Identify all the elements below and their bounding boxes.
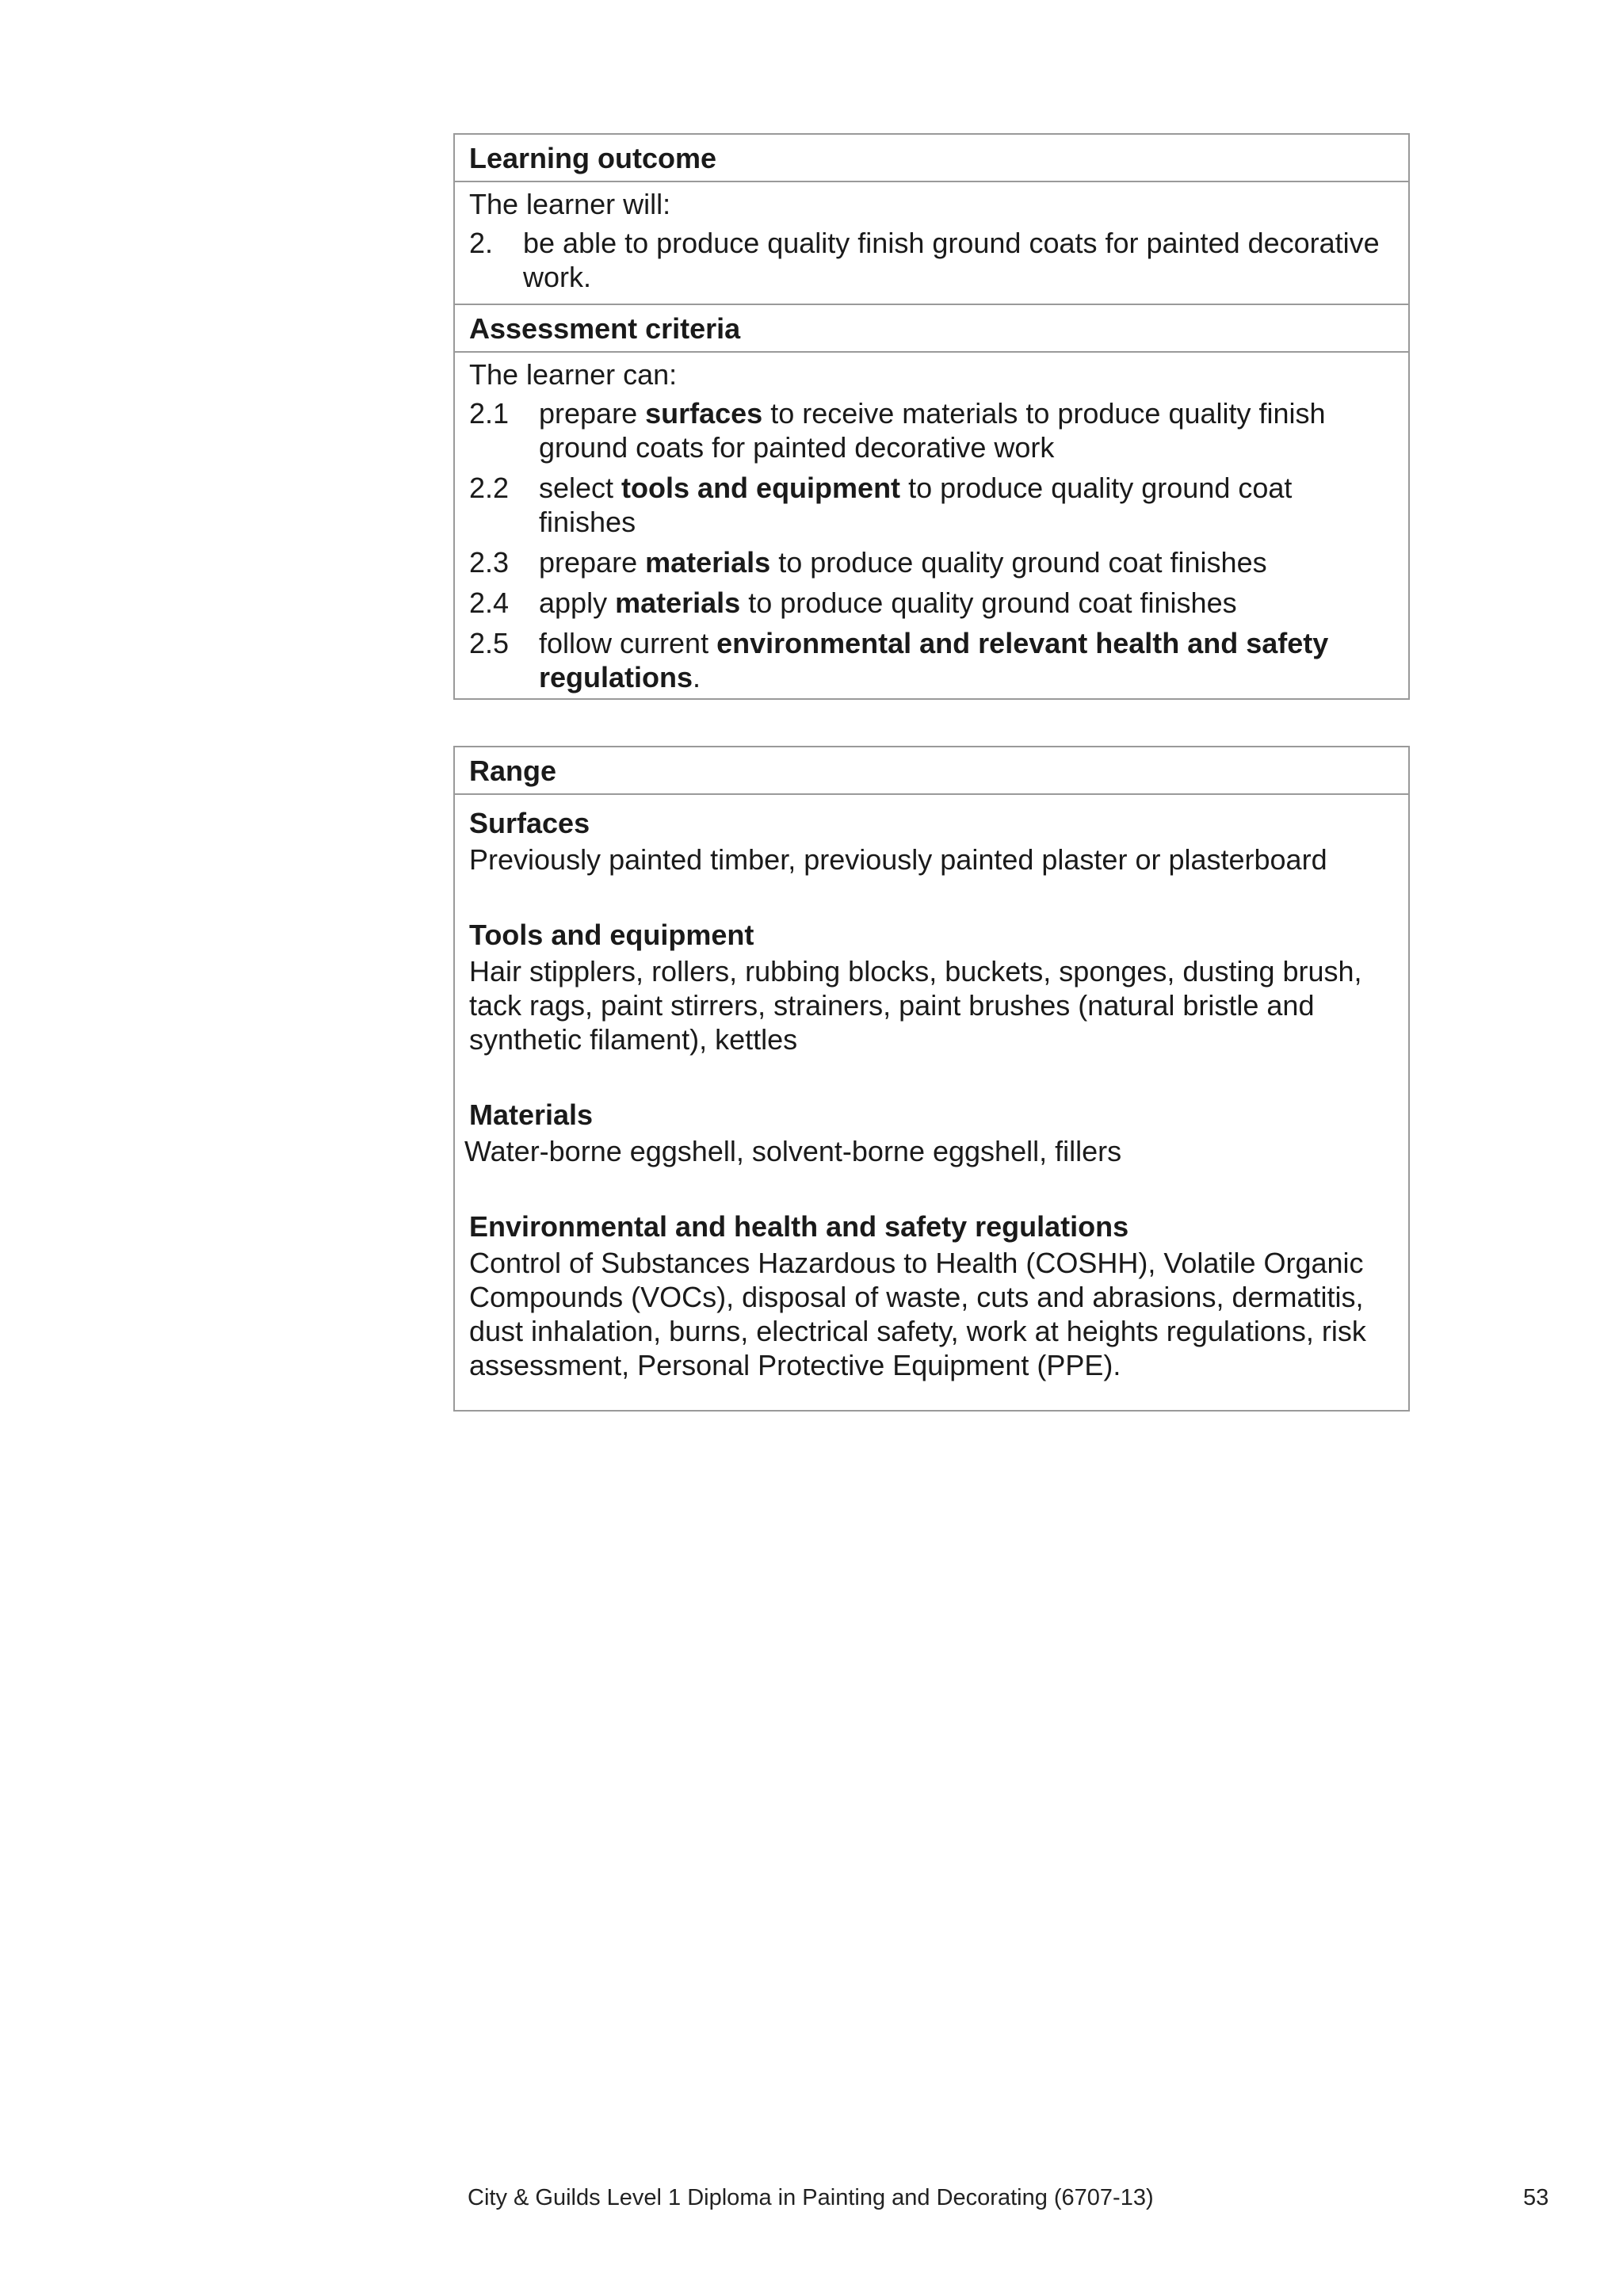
criterion-item [469, 586, 1394, 620]
footer-title: City & Guilds Level 1 Diploma in Painting and Decorating (6707-13) [468, 2185, 1154, 2210]
assessment-intro: The learner can: [469, 358, 678, 391]
item-number: 2. [469, 227, 494, 259]
range-section-text: Water-borne eggshell, solvent-borne eggshell, fillers [464, 1135, 1122, 1167]
page-number: 53 [1523, 2185, 1549, 2210]
criterion-item [469, 545, 1394, 579]
assessment-criteria-body [455, 353, 1408, 704]
learning-outcome-heading: Learning outcome [455, 135, 1408, 182]
range-section-text: Hair stipplers, rollers, rubbing blocks, buckets, sponges, dusting brush, tack rags, paint stirrers, strainers, paint brushes (natural bristle and synthetic filament), kettles [469, 955, 1362, 1056]
range-heading: Range [455, 747, 1408, 795]
criterion-item [469, 626, 1394, 694]
item-text: be able to produce quality finish ground coats for painted decorative work. [523, 227, 1380, 293]
range-section-title: Materials [469, 1098, 594, 1131]
criterion-text: prepare materials to produce quality ground coat finishes [539, 546, 1267, 579]
range-section-title: Tools and equipment [469, 919, 754, 951]
criterion-number: 2.3 [469, 546, 510, 579]
learning-outcome-item [469, 226, 1394, 294]
range-body [455, 795, 1408, 1385]
range-section-title: Surfaces [469, 807, 590, 839]
criterion-text: apply materials to produce quality ground coat finishes [539, 586, 1237, 619]
assessment-criteria-heading: Assessment criteria [455, 304, 1408, 353]
criterion-text: follow current environmental and relevant health and safety regulations. [539, 627, 1329, 693]
criterion-item [469, 471, 1394, 539]
criterion-text: prepare surfaces to receive materials to produce quality finish ground coats for painted decorative work [539, 397, 1326, 464]
range-table [453, 746, 1410, 1412]
criterion-text: select tools and equipment to produce quality ground coat finishes [539, 472, 1293, 538]
learning-outcome-intro: The learner will: [469, 188, 671, 220]
criterion-item [469, 396, 1394, 464]
range-section-text: Control of Substances Hazardous to Health (COSHH), Volatile Organic Compounds (VOCs), disposal of waste, cuts and abrasions, dermatitis, dust inhalation, burns, electrical safety, work at heights regulations, risk assessment, Personal Protective Equipment (PPE). [469, 1247, 1366, 1381]
criterion-number: 2.5 [469, 627, 510, 659]
criterion-number: 2.4 [469, 586, 510, 619]
criterion-number: 2.2 [469, 472, 510, 504]
range-section-text: Previously painted timber, previously painted plaster or plasterboard [469, 843, 1327, 876]
learning-outcome-body [455, 182, 1408, 304]
range-section-title: Environmental and health and safety regulations [469, 1210, 1129, 1243]
learning-outcome-table [453, 133, 1410, 700]
criterion-number: 2.1 [469, 397, 510, 430]
